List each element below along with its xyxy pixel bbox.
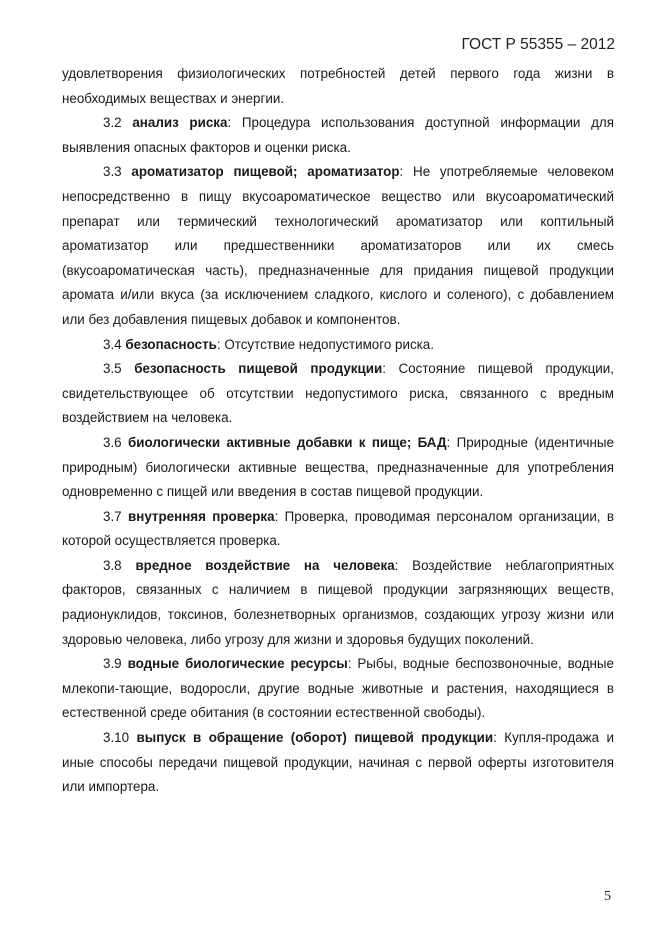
term-3-6 [62, 431, 614, 505]
term-3-3 [62, 160, 614, 332]
term-number: 3.10 [103, 730, 130, 746]
term-definition: : Состояние пищевой продукции, свидетельствующее об отсутствии недопустимого риска, связанного с вредным воздействием на человека. [62, 361, 614, 426]
term-3-5 [62, 357, 614, 431]
term-definition: : Проверка, проводимая персоналом организации, в которой осуществляется проверка. [62, 508, 614, 549]
term-title: анализ риска [132, 115, 228, 131]
intro-paragraph: удовлетворения физиологических потребностей детей первого года жизни в необходимых веществах и энергии. [62, 66, 614, 106]
term-number: 3.7 [103, 508, 122, 524]
term-number: 3.6 [103, 434, 122, 450]
page-number: 5 [604, 889, 611, 904]
term-title: безопасность [125, 336, 217, 352]
term-3-4 [62, 333, 614, 358]
term-3-2 [62, 111, 614, 160]
term-number: 3.8 [103, 557, 122, 573]
term-number: 3.9 [103, 656, 122, 672]
term-title: внутренняя проверка [128, 508, 275, 524]
term-definition: : Отсутствие недопустимого риска. [216, 336, 434, 352]
term-3-10 [62, 726, 614, 800]
term-number: 3.2 [103, 115, 122, 131]
term-title: биологически активные добавки к пище; БАД [127, 434, 447, 450]
term-number: 3.3 [103, 164, 122, 180]
term-3-7 [62, 505, 614, 554]
term-3-8 [62, 554, 614, 652]
term-title: выпуск в обращение (оборот) пищевой продукции [136, 730, 494, 746]
term-title: вредное воздействие на человека [135, 557, 395, 573]
document-header: ГОСТ Р 55355 – 2012 [461, 36, 615, 53]
term-title: безопасность пищевой продукции [134, 361, 383, 377]
term-definition: : Не употребляемые человеком непосредственно в пищу вкусоароматическое вещество или вкусоароматический препарат или термический технологический ароматизатор или коптильный ароматизатор или предшественники ароматизаторов или их смесь (вкусоароматическая часть), предназначенные для придания пищевой продукции аромата и/или вкуса (за исключением сладкого, кислого и соленого), с добавлением или без добавления пищевых добавок и компонентов. [62, 164, 614, 327]
term-definition: : Воздействие неблагоприятных факторов, связанных с наличием в пищевой продукции загрязняющих веществ, радионуклидов, токсинов, болезнетворных организмов, создающих угрозу жизни или здоровью человека, либо угрозу для жизни и здоровья будущих поколений. [62, 557, 614, 647]
document-body [62, 62, 614, 800]
term-number: 3.5 [103, 361, 122, 377]
term-number: 3.4 [103, 336, 122, 352]
term-title: ароматизатор пищевой; ароматизатор [131, 164, 400, 180]
term-definition: : Рыбы, водные беспозвоночные, водные млекопи-тающие, водоросли, другие водные животные и растения, находящиеся в естественной среде обитания (в состоянии естественной свободы). [62, 656, 614, 721]
term-title: водные биологические ресурсы [127, 656, 348, 672]
term-definition: : Купля-продажа и иные способы передачи пищевой продукции, начиная с первой оферты изготовителя или импортера. [62, 730, 614, 795]
term-definition: : Природные (идентичные природным) биологически активные вещества, предназначенные для употребления одновременно с пищей или введения в состав пищевой продукции. [62, 434, 614, 500]
term-definition: : Процедура использования доступной информации для выявления опасных факторов и оценки риска. [62, 115, 614, 155]
term-3-9 [62, 652, 614, 726]
